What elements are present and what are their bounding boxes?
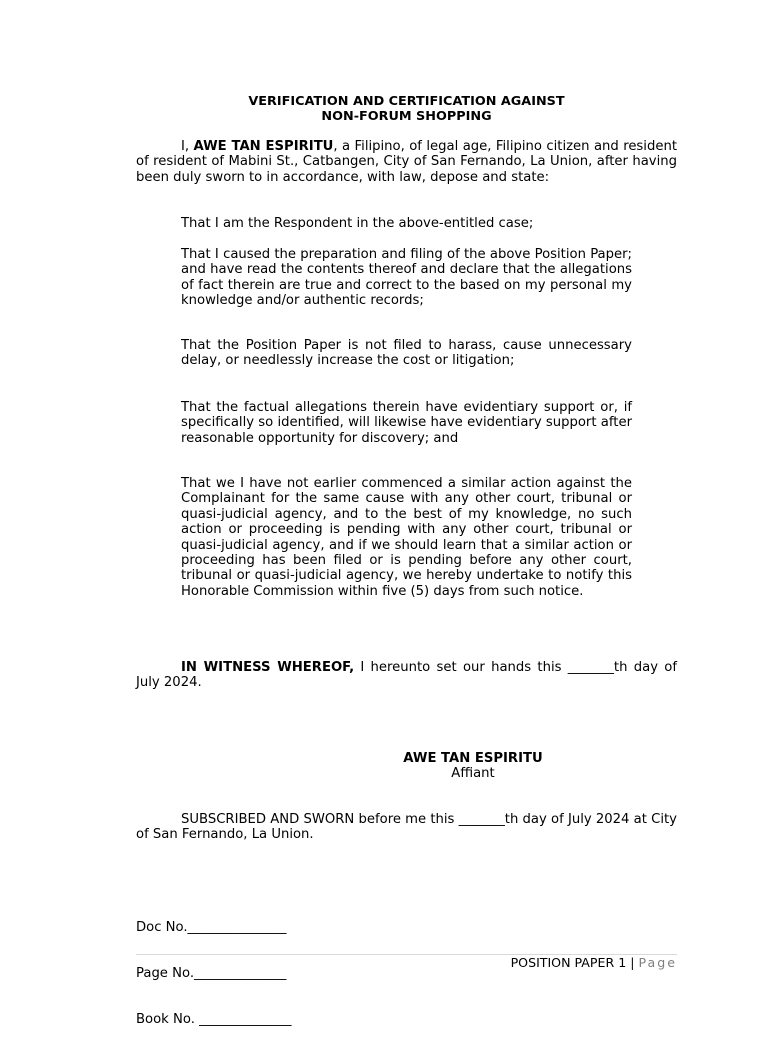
signature-block xyxy=(373,751,573,782)
affiant-name-inline: AWE TAN ESPIRITU xyxy=(193,139,334,154)
affiant-role: Affiant xyxy=(451,766,495,782)
statement-paragraph: That I caused the preparation and filing of the above Position Paper; and have read the contents thereof and declare that the allegations of fact therein are true and correct to the based on my personal my knowledge and/or authentic records; xyxy=(181,247,632,309)
statement-paragraph: That the factual allegations therein have evidentiary support or, if specifically so identified, will likewise have evidentiary support after reasonable opportunity for discovery; and xyxy=(181,400,632,446)
intro-prefix: I, xyxy=(181,139,194,154)
intro-paragraph xyxy=(136,139,677,185)
book-no-line: Book No. ______________ xyxy=(136,1012,292,1028)
title-line-1: VERIFICATION AND CERTIFICATION AGAINST xyxy=(248,94,565,109)
doc-no-line: Doc No._______________ xyxy=(136,919,287,935)
page-no-line: Page No.______________ xyxy=(136,966,287,982)
witness-paragraph xyxy=(136,660,677,691)
witness-lead: IN WITNESS WHEREOF, xyxy=(181,660,355,675)
footer-page-word: Page xyxy=(638,955,677,970)
jurat-paragraph: SUBSCRIBED AND SWORN before me this _______th day of July 2024 at City of San Fernando, La Union. xyxy=(136,812,677,843)
page-footer xyxy=(511,955,677,970)
witness-text: I hereunto set our hands this _______th day of July 2024. xyxy=(136,660,678,691)
statement-paragraph: That the Position Paper is not filed to harass, cause unnecessary delay, or needlessly increase the cost or litigation; xyxy=(181,338,632,369)
title-line-2: NON-FORUM SHOPPING xyxy=(321,109,492,124)
footer-label: POSITION PAPER 1 | xyxy=(510,955,639,970)
statement-paragraph: That we I have not earlier commenced a similar action against the Complainant for the same cause with any other court, tribunal or quasi-judicial agency, and to the best of my knowledge, no such action or proceeding is pending with any other court, tribunal or quasi-judicial agency, and if we should learn that a similar action or proceeding has been filed or is pending before any other court, tribunal or quasi-judicial agency, we hereby undertake to notify this Honorable Commission within five (5) days from such notice. xyxy=(181,476,632,599)
statement-paragraph: That I am the Respondent in the above-entitled case; xyxy=(181,216,534,231)
affiant-name: AWE TAN ESPIRITU xyxy=(403,751,543,766)
intro-text: , a Filipino, of legal age, Filipino citizen and resident of resident of Mabini St., Catbangen, City of San Fernando, La Union, after having been duly sworn to in accordance, with law, depose and state: xyxy=(136,139,677,185)
notarial-register xyxy=(136,889,291,1058)
document-title xyxy=(136,94,677,124)
